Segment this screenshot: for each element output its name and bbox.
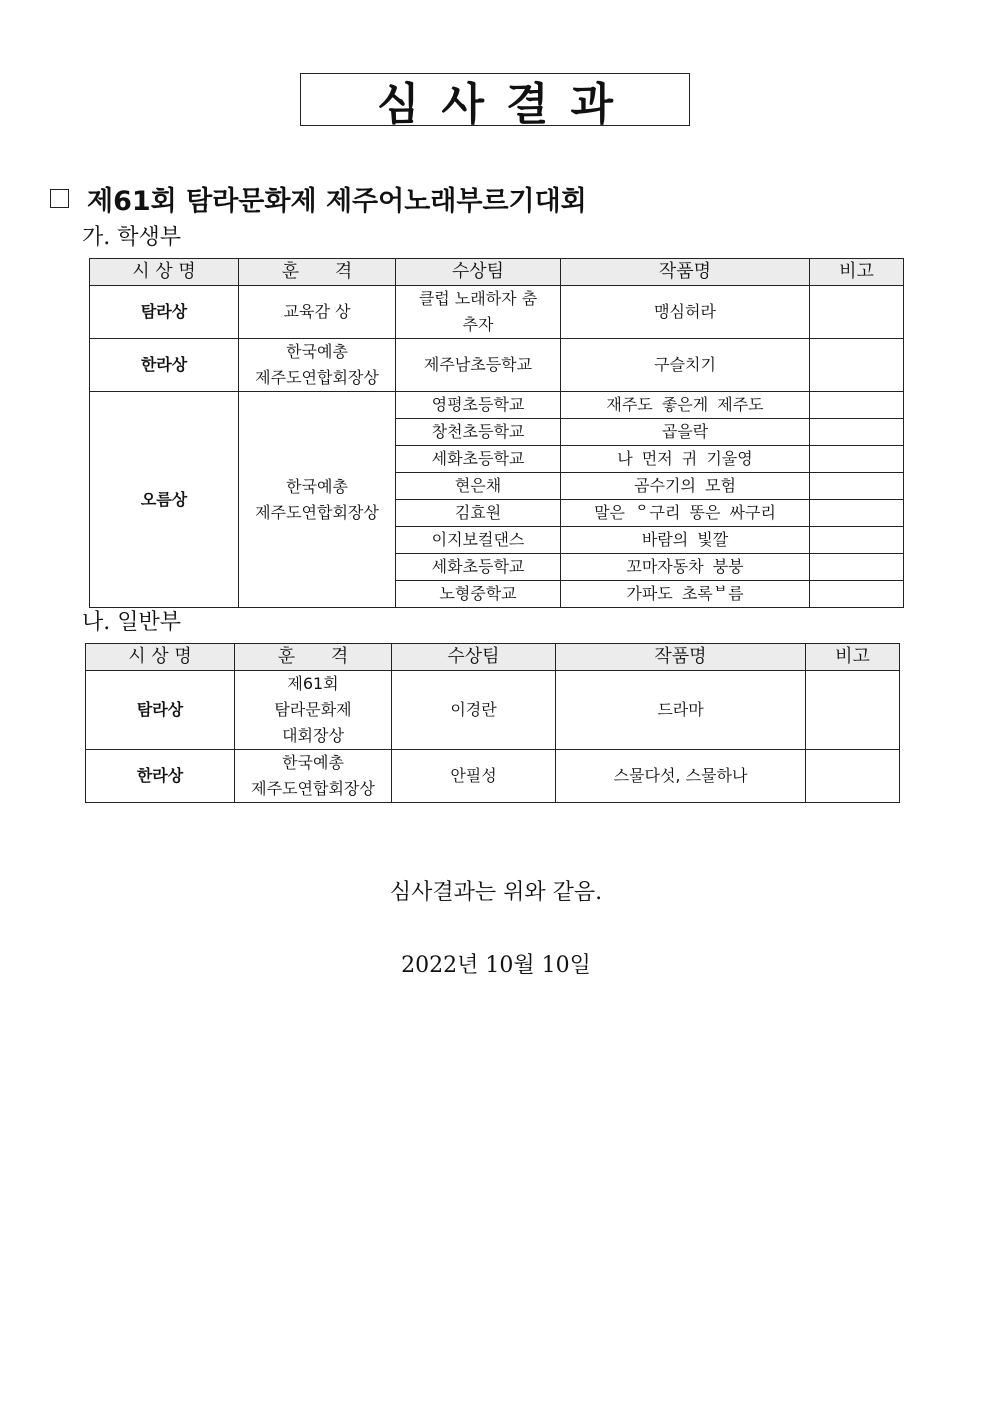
note-cell bbox=[810, 446, 904, 473]
general-section-label: 나. 일반부 bbox=[82, 610, 181, 635]
checkbox-icon bbox=[50, 189, 69, 208]
work-cell: 바람의 빛깔 bbox=[561, 527, 810, 554]
work-cell: 곰수기의 모험 bbox=[561, 473, 810, 500]
honor-line: 제주도연합회장상 bbox=[255, 502, 379, 522]
award-name-cell: 오름상 bbox=[90, 392, 239, 608]
table-row bbox=[86, 750, 900, 803]
table-row bbox=[90, 392, 904, 419]
work-cell: 꼬마자동차 붕붕 bbox=[561, 554, 810, 581]
team-cell: 이경란 bbox=[392, 671, 556, 750]
note-cell bbox=[806, 750, 900, 803]
team-cell: 창천초등학교 bbox=[396, 419, 561, 446]
page-title: 심사결과 bbox=[300, 73, 690, 126]
honor-cell bbox=[235, 671, 392, 750]
honor-line: 대회장상 bbox=[282, 726, 344, 745]
honor-line: 탐라문화제 bbox=[274, 700, 352, 719]
header-team: 수상팀 bbox=[392, 644, 556, 671]
work-cell: 구슬치기 bbox=[561, 339, 810, 392]
note-cell bbox=[810, 554, 904, 581]
contest-heading-text: 제61회 탐라문화제 제주어노래부르기대회 bbox=[87, 185, 587, 217]
team-cell: 세화초등학교 bbox=[396, 446, 561, 473]
header-note: 비고 bbox=[810, 259, 904, 286]
honor-line: 교육감 상 bbox=[283, 302, 351, 321]
award-name-cell: 한라상 bbox=[90, 339, 239, 392]
honor-line: 한국예총 bbox=[286, 476, 348, 496]
honor-line: 제61회 bbox=[287, 674, 339, 693]
team-cell: 영평초등학교 bbox=[396, 392, 561, 419]
work-cell: 맹심허라 bbox=[561, 286, 810, 339]
note-cell bbox=[810, 419, 904, 446]
work-cell: 재주도 좋은게 제주도 bbox=[561, 392, 810, 419]
honor-line: 제주도연합회장상 bbox=[255, 368, 379, 387]
note-cell bbox=[810, 392, 904, 419]
header-honor: 훈 격 bbox=[235, 644, 392, 671]
honor-line: 한국예총 bbox=[282, 753, 344, 772]
header-honor: 훈 격 bbox=[239, 259, 396, 286]
note-cell bbox=[810, 527, 904, 554]
general-results-table bbox=[85, 643, 900, 803]
honor-line: 한국예총 bbox=[286, 342, 348, 361]
note-cell bbox=[810, 581, 904, 608]
table-row bbox=[90, 286, 904, 339]
work-cell: 말은 ᄋ구리 똥은 싸구리 bbox=[561, 500, 810, 527]
team-cell: 세화초등학교 bbox=[396, 554, 561, 581]
team-cell: 김효원 bbox=[396, 500, 561, 527]
note-cell bbox=[810, 473, 904, 500]
award-name-cell: 탐라상 bbox=[86, 671, 235, 750]
header-work: 작품명 bbox=[561, 259, 810, 286]
note-cell bbox=[810, 500, 904, 527]
header-team: 수상팀 bbox=[396, 259, 561, 286]
award-name-cell: 탐라상 bbox=[90, 286, 239, 339]
student-results-table bbox=[89, 258, 904, 608]
honor-cell bbox=[239, 392, 396, 608]
conclusion-text: 심사결과는 위와 같음. bbox=[389, 880, 603, 905]
honor-cell bbox=[239, 286, 396, 339]
team-cell: 클럽 노래하자 춤추자 bbox=[396, 286, 561, 339]
contest-heading bbox=[50, 180, 587, 216]
team-cell: 이지보컬댄스 bbox=[396, 527, 561, 554]
table-row bbox=[86, 671, 900, 750]
note-cell bbox=[806, 671, 900, 750]
work-cell: 가파도 초록ᄇ름 bbox=[561, 581, 810, 608]
award-name-cell: 한라상 bbox=[86, 750, 235, 803]
date-text: 2022년 10월 10일 bbox=[401, 953, 591, 978]
work-cell: 드라마 bbox=[556, 671, 806, 750]
work-cell: 곱을락 bbox=[561, 419, 810, 446]
honor-cell bbox=[235, 750, 392, 803]
note-cell bbox=[810, 286, 904, 339]
team-cell: 안필성 bbox=[392, 750, 556, 803]
work-cell: 스물다섯, 스물하나 bbox=[556, 750, 806, 803]
honor-cell bbox=[239, 339, 396, 392]
table-header-row bbox=[90, 259, 904, 286]
table-row bbox=[90, 339, 904, 392]
team-cell: 현은채 bbox=[396, 473, 561, 500]
header-note: 비고 bbox=[806, 644, 900, 671]
note-cell bbox=[810, 339, 904, 392]
header-award: 시 상 명 bbox=[90, 259, 239, 286]
team-cell: 노형중학교 bbox=[396, 581, 561, 608]
header-work: 작품명 bbox=[556, 644, 806, 671]
student-section-label: 가. 학생부 bbox=[82, 225, 181, 250]
work-cell: 나 먼저 귀 기울영 bbox=[561, 446, 810, 473]
team-cell: 제주남초등학교 bbox=[396, 339, 561, 392]
header-award: 시 상 명 bbox=[86, 644, 235, 671]
table-header-row bbox=[86, 644, 900, 671]
honor-line: 제주도연합회장상 bbox=[251, 779, 375, 798]
